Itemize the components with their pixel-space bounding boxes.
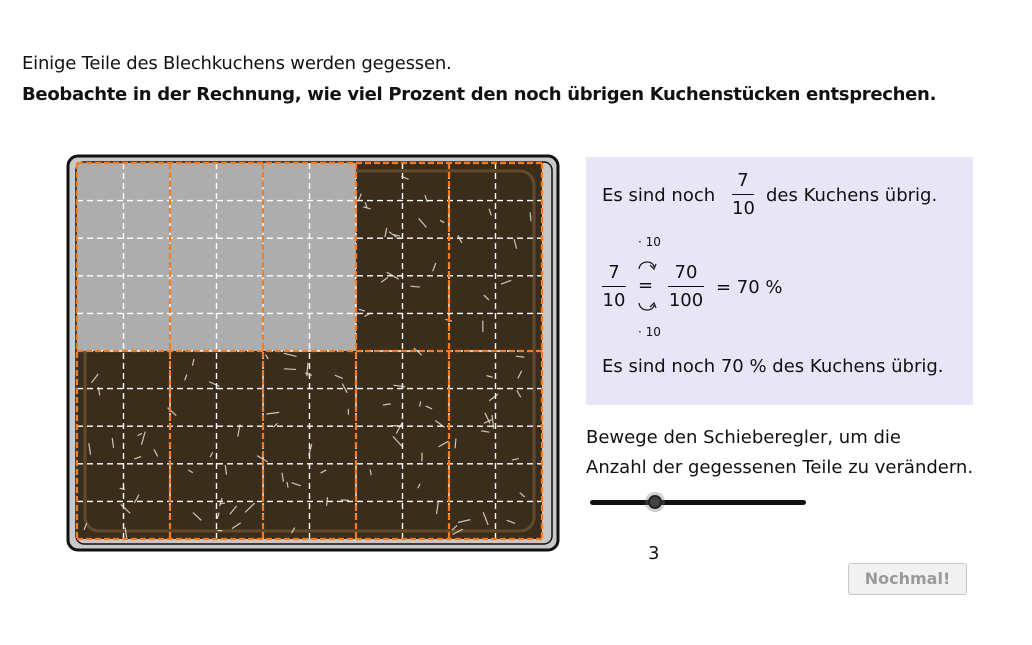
sprinkle <box>455 439 456 449</box>
remaining-text-suffix: des Kuchens übrig. <box>766 185 938 206</box>
start-fraction <box>602 261 626 313</box>
fraction-bar <box>668 286 704 287</box>
start-fraction-numerator: 7 <box>608 262 620 283</box>
slider-hint-line-2: Anzahl der gegessenen Teile zu verändern. <box>586 457 974 478</box>
result-sentence: Es sind noch 70 % des Kuchens übrig. <box>602 356 944 377</box>
task-text: Beobachte in der Rechnung, wie viel Prozent den noch übrigen Kuchenstücken entsprechen. <box>22 84 937 105</box>
arrow-top-icon <box>636 257 658 271</box>
factor-top-label: · 10 <box>638 235 661 249</box>
sprinkle <box>410 286 419 287</box>
sheet-cake-illustration <box>60 148 570 558</box>
eaten-pieces-slider-track[interactable] <box>590 500 806 505</box>
nochmal-button[interactable]: Nochmal! <box>848 563 967 595</box>
factor-bottom-label: · 10 <box>638 325 661 339</box>
slider-hint <box>586 423 973 483</box>
expanded-fraction <box>668 261 704 313</box>
remaining-text-prefix: Es sind noch <box>602 185 716 206</box>
arrow-bottom-icon <box>636 301 658 315</box>
calculation-panel <box>586 157 973 405</box>
start-fraction-denominator: 10 <box>602 290 626 312</box>
remaining-fraction-denominator: 10 <box>732 198 755 220</box>
equals-sign: = <box>638 275 654 296</box>
sprinkle <box>284 369 296 370</box>
eaten-pieces-slider-handle[interactable] <box>648 495 662 509</box>
percent-result: = 70 % <box>716 277 783 298</box>
intro-text: Einige Teile des Blechkuchens werden gegessen. <box>22 53 452 74</box>
remaining-fraction <box>732 169 754 221</box>
expanded-fraction-numerator: 70 <box>674 262 698 283</box>
expanded-fraction-denominator: 100 <box>668 290 704 312</box>
fraction-bar <box>602 286 626 287</box>
remaining-fraction-numerator: 7 <box>737 170 749 191</box>
sprinkle <box>220 503 225 504</box>
fraction-bar <box>732 194 754 195</box>
slider-value-label: 3 <box>648 543 660 564</box>
slider-hint-line-1: Bewege den Schieberegler, um die <box>586 427 901 448</box>
